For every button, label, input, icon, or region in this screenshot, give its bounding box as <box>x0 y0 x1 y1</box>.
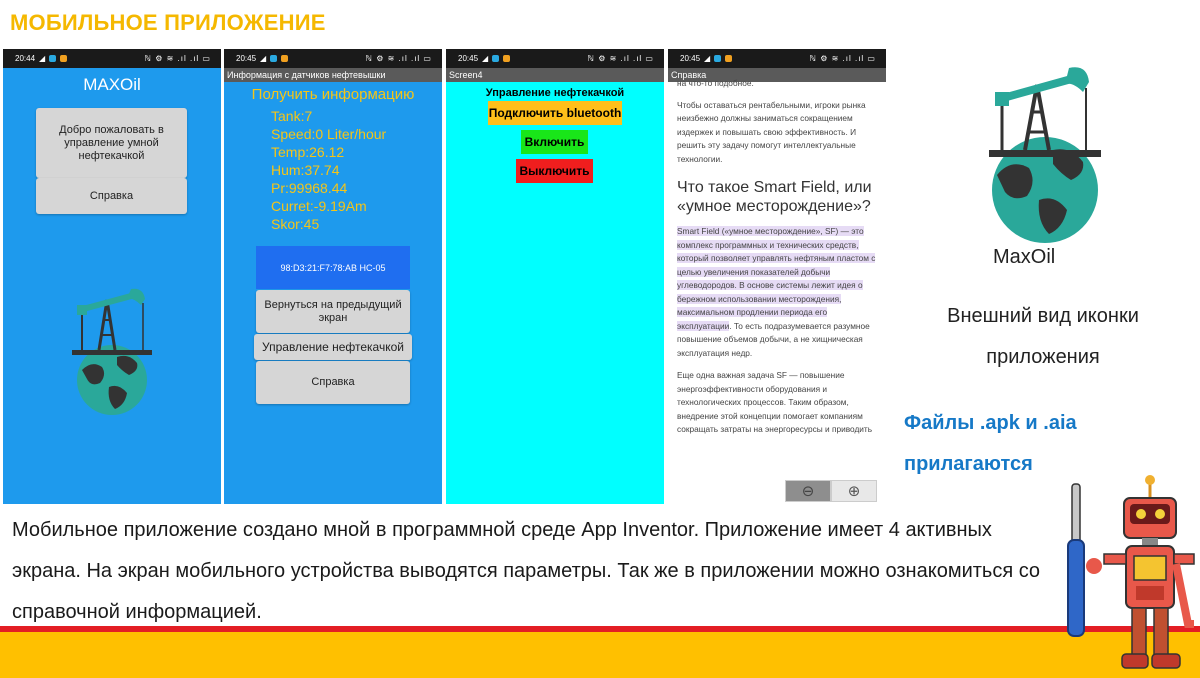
app-icon <box>270 55 277 62</box>
app-icon <box>725 55 732 62</box>
status-bar <box>224 49 442 68</box>
highlighted-text: Smart Field («умное месторождение», SF) — это комплекс программных и технических средств, который позволяет управлять нефтяным пластом с целью увеличения показателей добычи углеводородов. В основе системы лежит идея о бережном использовании месторождения, максимальном продлении периода его эксплуатации <box>677 226 876 331</box>
telegram-icon: ◢ <box>39 54 46 63</box>
status-bar <box>668 49 886 68</box>
sensor-hum: Hum:37.74 <box>271 162 340 178</box>
app-icon <box>49 55 56 62</box>
turn-off-button[interactable]: Выключить <box>516 159 593 183</box>
phone-screen-control <box>446 49 664 504</box>
description-text: Мобильное приложение создано мной в программной среде App Inventor. Приложение имеет 4 активных экрана. На экран мобильного устройства выводятся параметры. Так же в приложении можно ознакомиться со справочной информацией. <box>12 519 1041 623</box>
logo-caption: Внешний вид иконки приложения <box>947 305 1139 368</box>
get-info-button[interactable]: Получить информацию <box>251 86 415 103</box>
sensor-speed: Speed:0 Liter/hour <box>271 126 387 142</box>
screen-title: MAXOil <box>83 75 141 94</box>
oil-pump-earth-logo <box>67 275 157 415</box>
sensor-temp: Temp:26.12 <box>271 144 345 160</box>
app-icon <box>503 55 510 62</box>
app-bar-title: Screen4 <box>446 68 664 82</box>
phone-screen-main <box>3 49 221 504</box>
article-text: Чтобы оставаться рентабельными, игроки рынка неизбежно должны заниматься сокращением издержек и повышать свою эффективность. И решить эту задачу помогут интеллектуальные технологии. <box>677 99 866 164</box>
status-time: 20:45 <box>236 54 257 63</box>
article-text: . То есть подразумевается разумное повышение объемов добычи, а не хищническая эксплуатация недр. <box>677 320 870 358</box>
zoom-in-icon[interactable]: ⊕ <box>831 480 877 502</box>
wifi-icon: ℕ ⚙ ≋ .ıl .ıl ▭ <box>587 54 654 63</box>
telegram-icon: ◢ <box>704 54 711 63</box>
control-button[interactable]: Управление нефтекачкой <box>254 334 412 360</box>
app-icon <box>281 55 288 62</box>
welcome-button[interactable]: Добро пожаловать в управление умной нефтекачкой <box>36 108 187 178</box>
status-time: 20:44 <box>15 54 36 63</box>
turn-on-button[interactable]: Включить <box>521 130 588 154</box>
status-bar <box>446 49 664 68</box>
telegram-icon: ◢ <box>482 54 489 63</box>
app-icon <box>492 55 499 62</box>
sensor-pr: Pr:99968.44 <box>271 180 348 196</box>
slide-title: МОБИЛЬНОЕ ПРИЛОЖЕНИЕ <box>10 10 326 35</box>
phone-screen-sensors <box>224 49 442 504</box>
article-text: на что-то подобное. <box>677 78 754 88</box>
status-bar <box>3 49 221 68</box>
wifi-icon: ℕ ⚙ ≋ .ıl .ıl ▭ <box>809 54 876 63</box>
help-button[interactable]: Справка <box>36 178 187 214</box>
back-button[interactable]: Вернуться на предыдущий экран <box>256 290 410 333</box>
status-time: 20:45 <box>680 54 701 63</box>
logo-name: MaxOil <box>993 246 1056 268</box>
phone-screen-help <box>668 49 886 504</box>
article-text: Еще одна важная задача SF — повышение энергоэффективности оборудования и технологических процессов. Таким образом, внедрение этой концепции помогает компаниям сокращать затраты на энергоресурсы и приводить <box>677 370 873 434</box>
zoom-controls <box>785 480 877 502</box>
connect-bluetooth-button[interactable]: Подключить bluetooth <box>488 101 622 125</box>
sensor-tank: Tank:7 <box>271 108 313 124</box>
app-bar-title: Информация с датчиков нефтевышки <box>224 68 442 82</box>
app-icon <box>714 55 721 62</box>
control-title: Управление нефтекачкой <box>485 87 625 99</box>
sensor-skor: Skor:45 <box>271 216 320 232</box>
help-button[interactable]: Справка <box>256 361 410 404</box>
bluetooth-device-label[interactable]: 98:D3:21:F7:78:AB HC-05 <box>256 246 410 289</box>
files-note: Файлы .apk и .aia прилагаются <box>904 412 1077 475</box>
app-bar-title: Справка <box>668 68 886 82</box>
sensor-curret: Curret:-9.19Am <box>271 198 367 214</box>
oil-pump-earth-logo <box>983 50 1107 246</box>
wifi-icon: ℕ ⚙ ≋ .ıl .ıl ▭ <box>144 54 211 63</box>
status-time: 20:45 <box>458 54 479 63</box>
sensor-list <box>271 107 386 233</box>
article-heading: Что такое Smart Field, или «умное месторождение»? <box>677 179 872 215</box>
article-text <box>677 225 877 360</box>
app-icon <box>60 55 67 62</box>
footer-yellow-band <box>0 632 1200 678</box>
robot-mascot-icon <box>1064 474 1198 678</box>
zoom-out-icon[interactable]: ⊖ <box>785 480 831 502</box>
telegram-icon: ◢ <box>260 54 267 63</box>
wifi-icon: ℕ ⚙ ≋ .ıl .ıl ▭ <box>365 54 432 63</box>
help-article <box>677 80 877 446</box>
